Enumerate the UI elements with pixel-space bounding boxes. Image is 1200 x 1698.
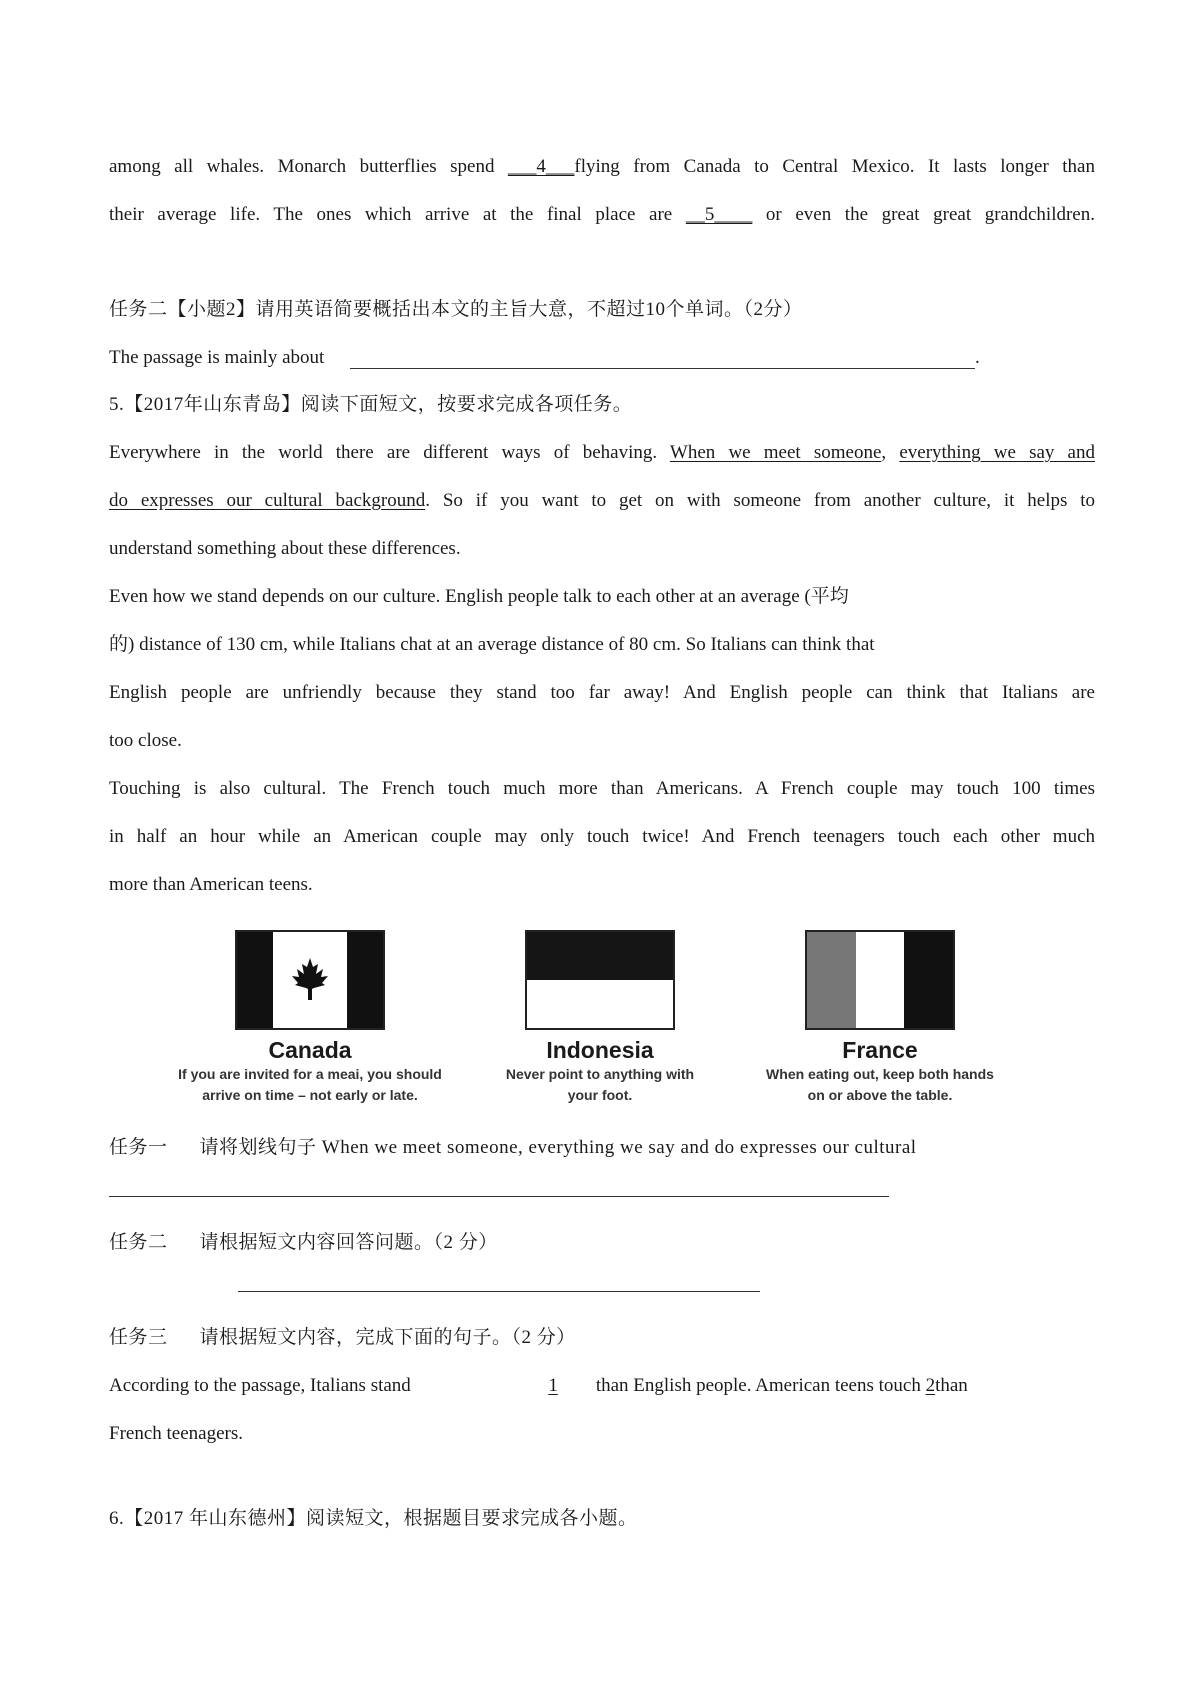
flag-country-name: Indonesia [546,1037,654,1063]
underlined-sentence: do expresses our cultural background [109,490,426,511]
passage-line: 的) distance of 130 cm, while Italians chat at an average distance of 80 cm. So Italians can think that [109,634,875,655]
answer-line [109,1196,889,1197]
passage-line: do expresses our cultural background. So if you want to get on with someone from another culture, it helps to [109,490,1096,511]
task-three: 任务三 请根据短文内容，完成下面的句子。（2 分） [109,1327,576,1348]
flag-country-name: France [842,1037,918,1063]
underlined-sentence: everything we say and [899,442,1095,463]
answer-line [238,1291,760,1292]
flag-indonesia-icon [525,930,675,1030]
flag-card-indonesia [460,900,740,1106]
passage-line: understand something about these differences. [109,538,461,559]
task-two: 任务二 请根据短文内容回答问题。（2 分） [109,1232,498,1253]
flag-country-name: Canada [268,1037,352,1063]
question-heading: 5.【2017年山东青岛】阅读下面短文，按要求完成各项任务。 [109,394,633,415]
blank-2: 2 [925,1375,936,1396]
passage-line: English people are unfriendly because they stand too far away! And English people can think that Italians are [109,682,1095,703]
summary-period: . [975,347,980,368]
passage-line: their average life. The ones which arrive at the final place are __5____ or even the great great grandchildren. [109,204,1095,225]
maple-leaf-icon [290,957,330,1001]
flag-custom-note: When eating out, keep both hands on or above the table. [766,1066,994,1103]
task-heading: 任务二【小题2】请用英语简要概括出本文的主旨大意，不超过10个单词。（2分） [109,299,803,320]
summary-sentence: The passage is mainly about [109,347,325,368]
blank-4: ___4___ [507,156,575,177]
passage-line: more than American teens. [109,874,313,895]
passage-line: among all whales. Monarch butterflies spend ___4___flying from Canada to Central Mexico. It lasts longer than [109,156,1095,177]
passage-line: Touching is also cultural. The French touch much more than Americans. A French couple may touch 100 times [109,778,1095,799]
culture-flags-figure [170,900,1030,1115]
question-heading: 6.【2017 年山东德州】阅读短文，根据题目要求完成各小题。 [109,1508,638,1529]
flag-card-canada [170,900,450,1106]
fill-sentence: According to the passage, Italians stand 1 than English people. American teens touch 2than [109,1375,968,1396]
passage-line: Everywhere in the world there are different ways of behaving. When we meet someone, everything we say and [109,442,1095,463]
underlined-sentence: When we meet someone [669,442,882,463]
passage-line: in half an hour while an American couple may only touch twice! And French teenagers touch each other much [109,826,1095,847]
fill-sentence: French teenagers. [109,1423,243,1444]
passage-line: Even how we stand depends on our culture. English people talk to each other at an average (平均 [109,586,849,607]
blank-5: __5____ [685,204,753,225]
flag-france-icon [805,930,955,1030]
passage-line: too close. [109,730,182,751]
flag-custom-note: Never point to anything with your foot. [505,1066,695,1103]
answer-blank [350,368,975,369]
task-one: 任务一 请将划线句子 When we meet someone, everything we say and do expresses our cultural [109,1137,917,1158]
blank-1: 1 [548,1375,558,1396]
flag-custom-note: If you are invited for a meai, you should arrive on time – not early or late. [178,1066,442,1103]
canada-flag [235,930,385,1030]
flag-card-france [740,900,1020,1106]
